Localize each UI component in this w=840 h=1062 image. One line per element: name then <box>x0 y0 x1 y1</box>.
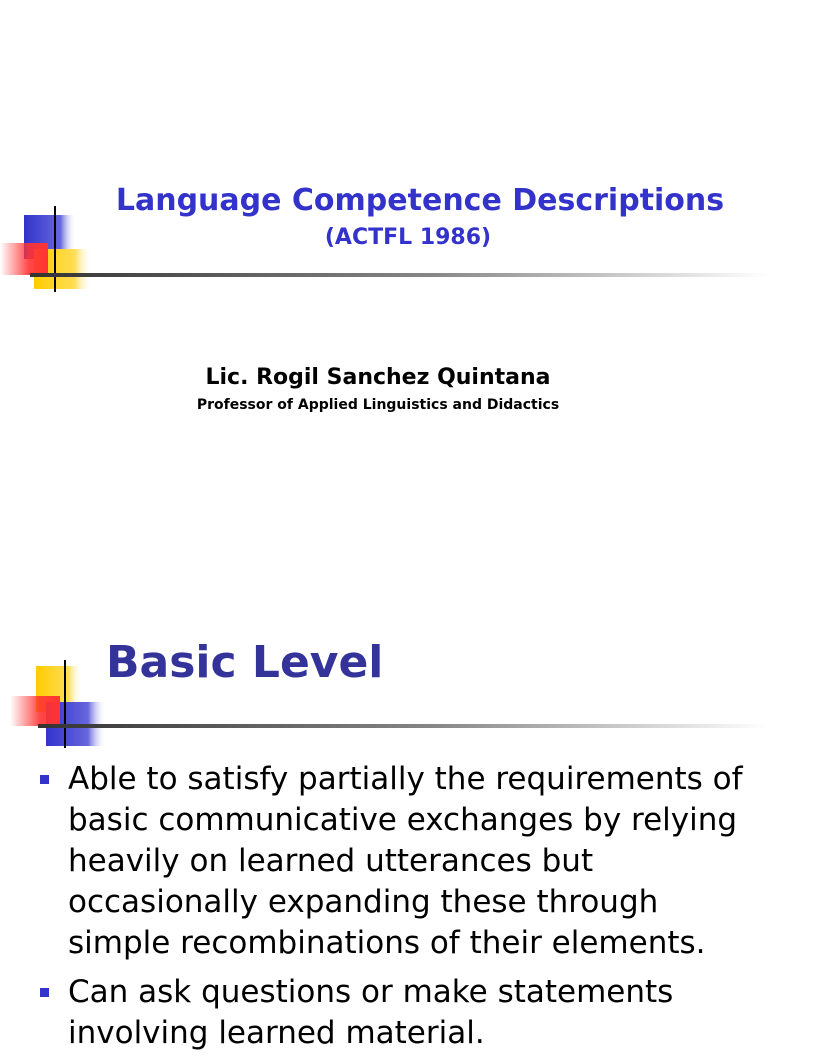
slide-title: Basic Level <box>106 637 384 688</box>
square-bullet-icon <box>40 775 49 784</box>
bullet-text: Can ask questions or make statements involving learned material. <box>68 974 674 1051</box>
bullet-list <box>0 759 758 1062</box>
slide-subtitle: (ACTFL 1986) <box>324 225 492 250</box>
bullet-item <box>0 972 758 1054</box>
deco-red-square <box>10 696 60 726</box>
bullet-item <box>0 759 758 964</box>
slide-2 <box>0 576 768 1051</box>
author-name: Lic. Rogil Sanchez Quintana <box>205 365 551 390</box>
bullet-text: Able to satisfy partially the requirements of basic communicative exchanges by relying heavily on learned utterances but occasionally expanding these through simple recombinations of their elements. <box>68 761 743 961</box>
slide-title: Language Competence Descriptions <box>115 183 725 218</box>
title-divider-rule <box>38 724 768 728</box>
slide-1 <box>0 0 768 576</box>
title-divider-rule <box>30 273 768 277</box>
author-role: Professor of Applied Linguistics and Didactics <box>196 397 560 413</box>
square-bullet-icon <box>40 988 49 997</box>
